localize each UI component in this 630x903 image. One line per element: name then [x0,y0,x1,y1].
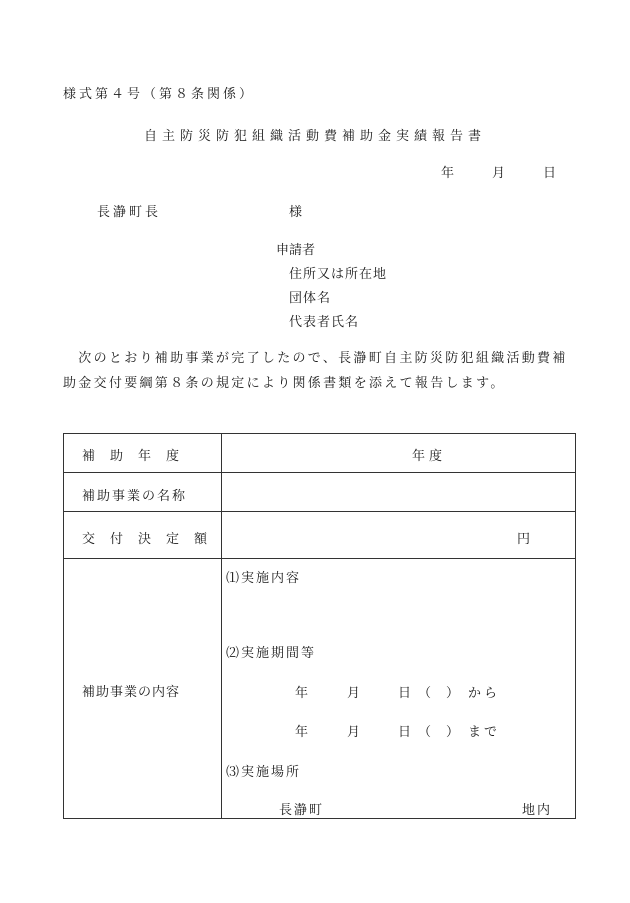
table-divider [64,511,575,512]
period-start-month: 月 [347,686,361,701]
recipient: 長瀞町長 [97,205,162,220]
period-start-year: 年 [295,686,309,701]
area-suffix: 地内 [522,803,553,818]
date-month-label: 月 [492,166,506,181]
table-divider [64,472,575,473]
period-start-paren-close: ） [446,686,460,701]
project-content-label: 補助事業の内容 [82,685,181,700]
honorific: 様 [289,205,303,220]
group-name-label: 団体名 [289,291,332,306]
currency-unit: 円 [517,532,531,547]
period-end-day: 日 [398,725,412,740]
report-statement: 次のとおり補助事業が完了したので、長瀞町自主防災防犯組織活動費補助金交付要綱第８条の規定により関係書類を添えて報告します。 [63,351,568,391]
document-title: 自主防災防犯組織活動費補助金実績報告書 [143,129,486,144]
project-name-label: 補助事業の名称 [82,489,188,504]
table-column-divider [221,434,222,818]
town-name: 長瀞町 [279,803,325,818]
form-number: 様式第４号（第８条関係） [63,87,256,102]
fiscal-year-value: 年度 [412,449,447,464]
period-start-paren-open: （ [418,686,432,701]
applicant-label: 申請者 [276,243,316,258]
address-label: 住所又は所在地 [289,267,388,282]
date-year-label: 年 [441,166,455,181]
date-day-label: 日 [543,166,557,181]
period-from-label: から [468,686,501,701]
implementation-content-label: ⑴実施内容 [226,571,302,586]
period-start-day: 日 [398,686,412,701]
period-to-label: まで [468,725,501,740]
table-divider [64,558,575,559]
representative-label: 代表者氏名 [289,315,360,330]
implementation-period-label: ⑵実施期間等 [226,646,317,661]
period-end-paren-open: （ [418,725,432,740]
grant-amount-label: 交 付 決 定 額 [82,532,209,547]
report-table [63,433,576,819]
period-end-month: 月 [347,725,361,740]
implementation-place-label: ⑶実施場所 [226,765,302,780]
period-end-year: 年 [295,725,309,740]
period-end-paren-close: ） [446,725,460,740]
fiscal-year-label: 補 助 年 度 [82,449,181,464]
